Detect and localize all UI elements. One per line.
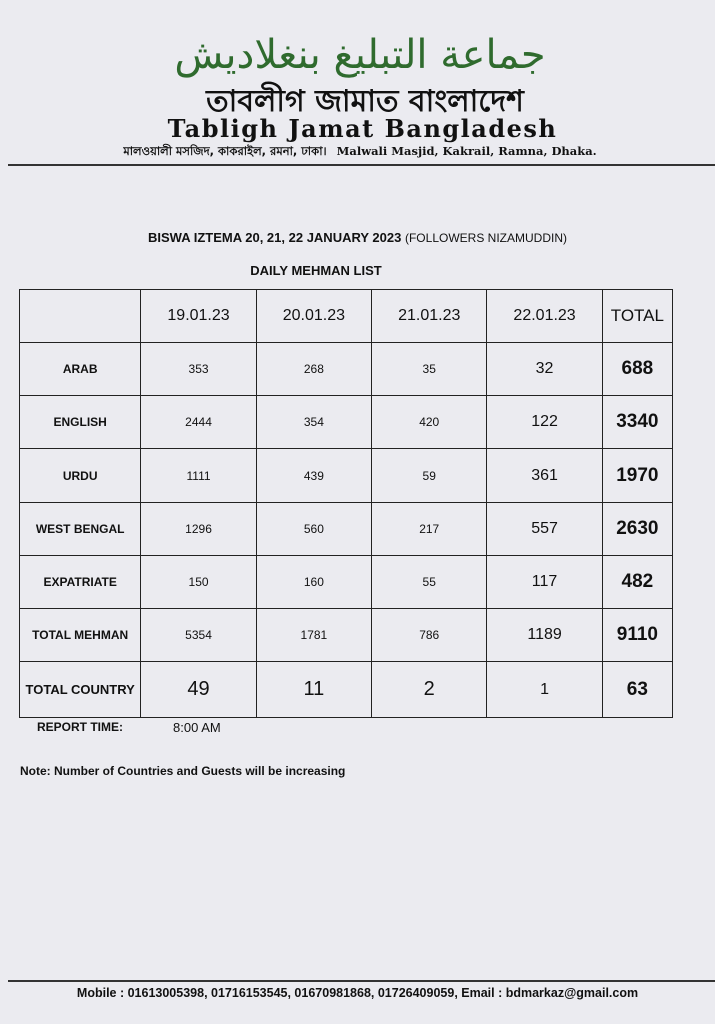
row-label: TOTAL MEHMAN <box>20 609 141 662</box>
table-row <box>20 396 673 449</box>
header-cell: 22.01.23 <box>487 290 602 343</box>
table-cell: 117 <box>487 555 602 608</box>
header-cell-total: TOTAL <box>602 290 672 343</box>
row-total: 2630 <box>602 502 672 555</box>
table-row <box>20 502 673 555</box>
event-title-text: BISWA IZTEMA 20, 21, 22 JANUARY 2023 <box>148 230 402 245</box>
table-row <box>20 343 673 396</box>
table-cell: 32 <box>487 343 602 396</box>
report-time-value: 8:00 AM <box>173 720 221 735</box>
table-row-total-country <box>20 662 673 718</box>
report-time-label: REPORT TIME: <box>37 720 123 734</box>
address-bengali: মালওয়ালী মসজিদ, কাকরাইল, রমনা, ঢাকা। <box>123 144 327 158</box>
table-cell: 786 <box>372 609 487 662</box>
table-cell: 420 <box>372 396 487 449</box>
table-cell: 11 <box>256 662 371 718</box>
row-label: TOTAL COUNTRY <box>20 662 141 718</box>
table-cell: 150 <box>141 555 256 608</box>
row-total: 482 <box>602 555 672 608</box>
table-header-row <box>20 290 673 343</box>
bengali-org-name: তাবলীগ জামাত বাংলাদেশ <box>206 84 524 119</box>
header-cell: 19.01.23 <box>141 290 256 343</box>
note-text: Note: Number of Countries and Guests will be increasing <box>20 764 346 778</box>
address-line <box>90 142 630 160</box>
table-cell: 361 <box>487 449 602 502</box>
table-cell: 217 <box>372 502 487 555</box>
header-cell: 21.01.23 <box>372 290 487 343</box>
header-cell: 20.01.23 <box>256 290 371 343</box>
table-cell: 1111 <box>141 449 256 502</box>
row-label: ARAB <box>20 343 141 396</box>
table-cell: 59 <box>372 449 487 502</box>
row-label: WEST BENGAL <box>20 502 141 555</box>
table-cell: 1189 <box>487 609 602 662</box>
header-cell <box>20 290 141 343</box>
row-label: URDU <box>20 449 141 502</box>
footer-contact: Mobile : 01613005398, 01716153545, 01670981868, 01726409059, Email : bdmarkaz@gmail.com <box>76 986 639 1000</box>
row-total: 1970 <box>602 449 672 502</box>
table-row <box>20 449 673 502</box>
table-cell: 1296 <box>141 502 256 555</box>
table-cell: 268 <box>256 343 371 396</box>
arabic-calligraphy-logo: جماعة التبليغ بنغلاديش <box>174 32 546 78</box>
table-cell: 354 <box>256 396 371 449</box>
row-total: 3340 <box>602 396 672 449</box>
table-cell: 560 <box>256 502 371 555</box>
table-row <box>20 555 673 608</box>
table-cell: 439 <box>256 449 371 502</box>
footer-divider <box>8 980 715 982</box>
event-title <box>0 229 715 247</box>
table-cell: 160 <box>256 555 371 608</box>
row-label: ENGLISH <box>20 396 141 449</box>
list-title: DAILY MEHMAN LIST <box>250 263 382 278</box>
english-org-name: Tabligh Jamat Bangladesh <box>167 114 558 143</box>
row-label: EXPATRIATE <box>20 555 141 608</box>
table-cell: 1 <box>487 662 602 718</box>
table-cell: 5354 <box>141 609 256 662</box>
table-cell: 55 <box>372 555 487 608</box>
address-english: Malwali Masjid, Kakrail, Ramna, Dhaka. <box>336 144 597 158</box>
table-cell: 557 <box>487 502 602 555</box>
header-divider <box>8 164 715 166</box>
table-cell: 2444 <box>141 396 256 449</box>
table-cell: 2 <box>372 662 487 718</box>
event-followers: (FOLLOWERS NIZAMUDDIN) <box>404 231 567 245</box>
table-row-total-mehman <box>20 609 673 662</box>
table-cell: 35 <box>372 343 487 396</box>
table-cell: 1781 <box>256 609 371 662</box>
table-cell: 49 <box>141 662 256 718</box>
table-cell: 353 <box>141 343 256 396</box>
row-total: 9110 <box>602 609 672 662</box>
row-total: 688 <box>602 343 672 396</box>
mehman-table <box>19 289 673 718</box>
table-cell: 122 <box>487 396 602 449</box>
row-total: 63 <box>602 662 672 718</box>
